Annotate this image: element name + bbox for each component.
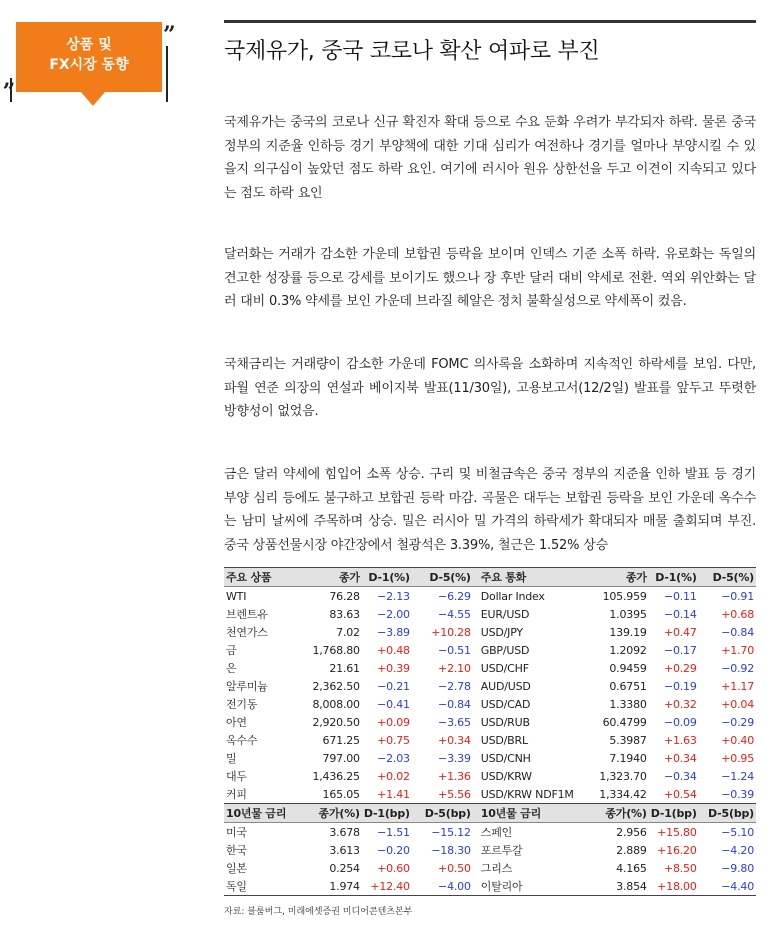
paragraph-commodities: 금은 달러 약세에 힘입어 소폭 상승. 구리 및 비철금속은 중국 정부의 지준율 인하 발표 등 경기부양 심리 등에도 불구하고 보합권 등락 마감. 곡물은 대두는 보합권 등락을 보인 가운데 옥수수는 남미 날씨에 주목하며 상승. 밀은 러시아 밀 가격의 하락세가 확대되자 매물 출회되며 부진. 중국 상품선물시장 야간장에서 철광석은 3.39%, 철근은 1.52% 상승 (224, 467, 756, 553)
table-cell: +0.75 (377, 733, 410, 747)
table-cell: 금 (226, 644, 237, 657)
table-cell: +0.09 (377, 715, 410, 729)
table-cell: −1.24 (721, 769, 754, 783)
market-table (224, 567, 756, 896)
table-header-cell: 종가 (297, 568, 362, 587)
table-row (224, 623, 756, 641)
table-cell: +1.36 (438, 769, 471, 783)
table-cell: +0.02 (377, 769, 410, 783)
table-cell: USD/CNH (480, 751, 531, 765)
table-row (224, 713, 756, 731)
table-cell: USD/CAD (480, 697, 531, 711)
table-cell: WTI (226, 589, 247, 603)
table-cell: 1.0395 (609, 607, 647, 621)
table-cell: 2.889 (616, 843, 647, 857)
table-cell: 일본 (226, 862, 247, 875)
table-cell: 139.19 (609, 625, 647, 639)
table-cell: +0.48 (377, 643, 410, 657)
table-cell: +2.10 (438, 661, 471, 675)
table-cell: +0.39 (377, 661, 410, 675)
table-row (224, 587, 756, 606)
table-row (224, 841, 756, 859)
page-title: 국제유가, 중국 코로나 확산 여파로 부진 (224, 39, 600, 64)
table-cell: +0.47 (663, 625, 697, 639)
table-cell: 671.25 (322, 733, 360, 747)
table-header-cell: D-5(bp) (412, 804, 473, 823)
table-cell: −2.03 (377, 751, 410, 765)
table-cell: +18.00 (649, 877, 699, 896)
badge-line-2: FX시장 동향 (49, 57, 129, 73)
paragraph-oil: 국제유가는 중국의 코로나 신규 확진자 확대 등으로 수요 둔화 우려가 부각되자 하락. 물론 중국 정부의 지준율 인하등 경기 부양책에 대한 기대 심리가 여전하나 경기를 얼마나 부양시킬 수 있을지 의구심이 높았던 점도 하락 요인. 여기에 러시아 원유 상한선을 두고 이견이 지속되고 있다는 점도 하락 요인 (224, 115, 756, 201)
badge-label (16, 35, 162, 75)
table-cell: 3.854 (580, 877, 648, 896)
title-rule (224, 20, 756, 23)
table-header-row (224, 804, 756, 823)
table-cell: −0.19 (663, 679, 697, 693)
source-note: 자료: 블룸버그, 미래에셋증권 미디어콘텐츠본부 (224, 907, 413, 917)
table-cell: 아연 (226, 716, 247, 729)
open-quote-icon: „ (3, 66, 16, 92)
table-cell: 1,768.80 (312, 643, 360, 657)
table-cell: 스페인 (480, 826, 513, 839)
table-cell: −0.84 (721, 625, 754, 639)
table-row (224, 695, 756, 713)
table-cell: 전기동 (226, 698, 258, 711)
table-cell: 1,436.25 (312, 769, 360, 783)
table-header-cell: 10년물 금리 (473, 804, 581, 823)
table-cell: 2.956 (616, 825, 647, 839)
table-header-cell: D-1(%) (362, 568, 412, 587)
table-cell: 60.4799 (602, 715, 647, 729)
table-cell: +0.54 (663, 787, 697, 801)
table-cell: +16.20 (657, 843, 697, 857)
paragraph-bonds: 국채금리는 거래량이 감소한 가운데 FOMC 의사록을 소화하며 지속적인 하락세를 보임. 다만, 파월 연준 의장의 연설과 베이지북 발표(11/30일), 고용보고서(12/2일) 발표를 앞두고 뚜렷한 방향성이 없었음. (224, 357, 756, 419)
table-cell: +0.60 (377, 861, 410, 875)
table-cell: +0.34 (663, 751, 697, 765)
table-cell: 1,323.70 (599, 769, 647, 783)
table-cell: 옥수수 (226, 734, 258, 747)
table-cell: 2,362.50 (312, 679, 360, 693)
table-cell: 한국 (226, 844, 247, 857)
table-cell: 4.165 (616, 861, 647, 875)
table-cell: −0.41 (377, 697, 410, 711)
table-cell: 83.63 (329, 607, 360, 621)
table-cell: AUD/USD (480, 679, 531, 693)
table-cell: −6.29 (438, 589, 471, 603)
table-cell: −0.21 (377, 679, 410, 693)
table-cell: USD/BRL (480, 733, 528, 747)
badge-line-1: 상품 및 (66, 37, 112, 53)
paragraph-fx: 달러화는 거래가 감소한 가운데 보합권 등락을 보이며 인덱스 기준 소폭 하락. 유로화는 독일의 견고한 성장률 등으로 강세를 보이기도 했으나 장 후반 달러 대비 약세로 전환. 역외 위안화는 달러 대비 0.3% 약세를 보인 가운데 브라질 헤알은 정치 불확실성으로 약세폭이 컸음. (224, 247, 756, 309)
table-cell: +12.40 (362, 877, 412, 896)
table-row (224, 877, 756, 896)
table-cell: 알루미늄 (226, 680, 268, 693)
table-cell: −0.20 (377, 843, 410, 857)
table-cell: GBP/USD (480, 643, 530, 657)
table-cell: 1.3380 (609, 697, 647, 711)
table-cell: USD/CHF (480, 661, 529, 675)
table-header-cell: 10년물 금리 (224, 804, 297, 823)
table-cell: 21.61 (329, 661, 360, 675)
table-cell: 이탈리아 (473, 877, 581, 896)
table-cell: USD/RUB (480, 715, 530, 729)
table-row (224, 749, 756, 767)
table-cell: 1,334.42 (599, 787, 647, 801)
table-header-row (224, 568, 756, 587)
table-header-cell: 종가(%) (580, 804, 648, 823)
table-cell: +0.50 (438, 861, 471, 875)
badge-pointer (81, 92, 105, 106)
table-header-cell: D-5(%) (699, 568, 756, 587)
table-cell: −18.30 (431, 843, 471, 857)
table-cell: −0.92 (721, 661, 754, 675)
table-cell: +5.56 (438, 787, 471, 801)
table-cell: 브렌트유 (226, 608, 268, 621)
table-cell: 5.3987 (609, 733, 647, 747)
table-header-cell: 종가 (580, 568, 648, 587)
section-badge (16, 22, 162, 92)
table-cell: −0.17 (663, 643, 697, 657)
table-cell: −4.20 (721, 843, 754, 857)
table-row (224, 605, 756, 623)
table-header-cell: D-5(%) (412, 568, 473, 587)
table-cell: +1.41 (377, 787, 410, 801)
table-header-cell: 주요 상품 (224, 568, 297, 587)
table-cell: −3.89 (377, 625, 410, 639)
table-cell: −5.10 (721, 825, 754, 839)
table-cell: +0.68 (721, 607, 754, 621)
table-header-cell: D-5(bp) (699, 804, 756, 823)
table-cell: 미국 (226, 826, 247, 839)
table-row (224, 677, 756, 695)
table-cell: 3.678 (329, 825, 360, 839)
table-cell: 1.2092 (609, 643, 647, 657)
table-cell: +1.70 (721, 643, 754, 657)
table-cell: −4.00 (412, 877, 473, 896)
table-cell: +1.63 (663, 733, 697, 747)
table-cell: +15.80 (657, 825, 697, 839)
table-cell: −2.13 (377, 589, 410, 603)
table-row (224, 767, 756, 785)
table-row (224, 823, 756, 842)
table-cell: +10.28 (431, 625, 471, 639)
table-cell: USD/KRW (480, 769, 532, 783)
table-cell: Dollar Index (480, 589, 545, 603)
table-cell: 797.00 (322, 751, 360, 765)
table-cell: +8.50 (663, 861, 697, 875)
close-quote-icon: ” (163, 22, 176, 48)
table-cell: +0.95 (721, 751, 754, 765)
table-cell: +0.34 (438, 733, 471, 747)
table-cell: −2.78 (438, 679, 471, 693)
table-cell: −0.91 (721, 589, 754, 603)
table-cell: 커피 (226, 788, 247, 801)
table-cell: 밀 (226, 752, 237, 765)
table-header-cell: 종가(%) (297, 804, 362, 823)
table-cell: −3.39 (438, 751, 471, 765)
table-cell: 8,008.00 (312, 697, 360, 711)
badge-bracket-right (166, 46, 168, 102)
table-cell: +1.17 (721, 679, 754, 693)
table-cell: USD/KRW NDF1M (480, 787, 574, 801)
table-cell: +0.32 (663, 697, 697, 711)
table-cell: −0.09 (663, 715, 697, 729)
table-cell: −2.00 (377, 607, 410, 621)
table-cell: −1.51 (377, 825, 410, 839)
table-cell: 3.613 (329, 843, 360, 857)
table-row (224, 731, 756, 749)
table-cell: 그리스 (480, 862, 513, 875)
table-cell: −4.40 (699, 877, 756, 896)
table-cell: −3.65 (438, 715, 471, 729)
table-header-cell: D-1(%) (649, 568, 699, 587)
table-cell: −0.11 (663, 589, 697, 603)
table-cell: 7.02 (336, 625, 360, 639)
table-cell: 0.9459 (609, 661, 647, 675)
table-row (224, 659, 756, 677)
table-cell: +0.04 (721, 697, 754, 711)
table-cell: +0.40 (721, 733, 754, 747)
table-cell: 포르투갈 (480, 844, 523, 857)
table-cell: 105.959 (602, 589, 647, 603)
table-cell: 165.05 (322, 787, 360, 801)
table-row (224, 641, 756, 659)
table-cell: −4.55 (438, 607, 471, 621)
table-cell: 76.28 (329, 589, 360, 603)
table-header-cell: 주요 통화 (473, 568, 581, 587)
table-cell: 천연가스 (226, 626, 268, 639)
table-cell: −0.51 (438, 643, 471, 657)
table-cell: −0.84 (438, 697, 471, 711)
table-cell: 은 (226, 662, 237, 675)
table-cell: 7.1940 (609, 751, 647, 765)
table-cell: 0.254 (329, 861, 360, 875)
table-cell: −0.29 (721, 715, 754, 729)
table-cell: USD/JPY (480, 625, 523, 639)
table-cell: −15.12 (431, 825, 471, 839)
table-cell: −0.39 (721, 787, 754, 801)
table-header-cell: D-1(bp) (649, 804, 699, 823)
table-header-cell: D-1(bp) (362, 804, 412, 823)
table-cell: 2,920.50 (312, 715, 360, 729)
table-cell: +0.29 (663, 661, 697, 675)
table-cell: 대두 (226, 770, 247, 783)
table-cell: −0.14 (663, 607, 697, 621)
table-row (224, 785, 756, 804)
table-cell: −0.34 (663, 769, 697, 783)
table-cell: EUR/USD (480, 607, 530, 621)
table-cell: 1.974 (297, 877, 362, 896)
table-cell: −9.80 (721, 861, 754, 875)
table-cell: 0.6751 (609, 679, 647, 693)
table-row (224, 859, 756, 877)
table-cell: 독일 (224, 877, 297, 896)
